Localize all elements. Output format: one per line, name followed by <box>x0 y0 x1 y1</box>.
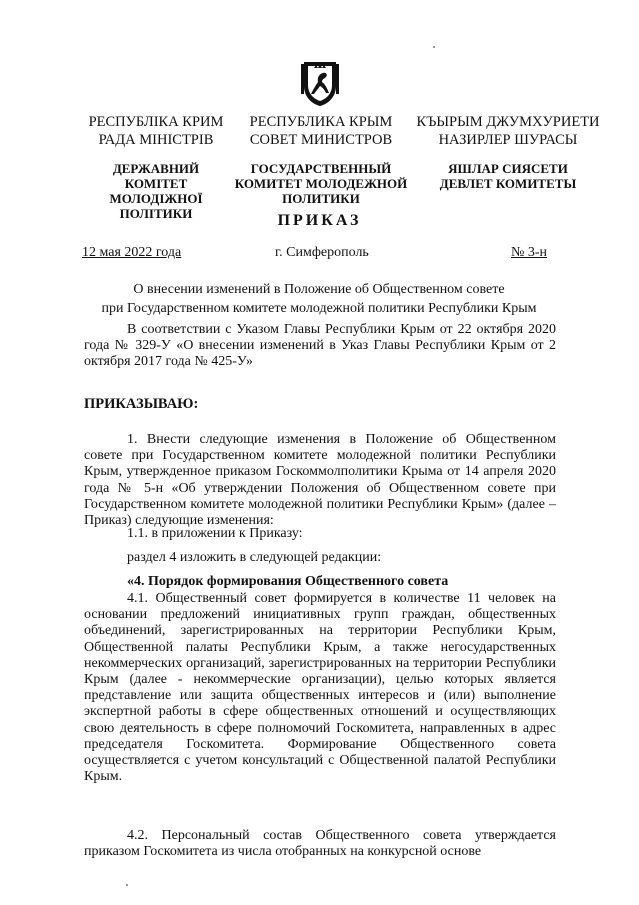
paragraph-4-1: 4.1. Общественный совет формируется в количестве 11 человек на основании предложений инициативных групп граждан, общественных объединений, зарегистрированных на территории Республики Крым, Общественной палаты Республики Крым, а также негосударственных некоммерческих организаций, зарегистрированных на территории Республики Крым (далее - некоммерческие организации), целью которых является представление или защита общественных интересов и (или) выполнение экспертной работы в сфере общественных отношений и осуществляющих свою деятельность в сфере полномочий Госкомитета, направленных в адрес председателя Госкомитета. Формирование Общественного совета осуществляется с учетом консультаций с Общественной палатой Республики Крым. <box>84 591 556 785</box>
document-title: ПРИКАЗ <box>277 212 362 229</box>
scan-speck <box>433 46 435 48</box>
ukrainian-committee-name: ДЕРЖАВНИЙ КОМІТЕТ МОЛОДІЖНОЇ ПОЛІТИКИ <box>109 161 203 221</box>
header-crimean-tatar <box>412 113 604 191</box>
ukrainian-republic-line: РЕСПУБЛІКА КРИМ <box>88 114 224 130</box>
russian-republic-line: РЕСПУБЛИКА КРЫМ <box>249 114 393 130</box>
document-subject: О внесении изменений в Положение об Общественном совете при Государственном комитете молодежной политики Республики Крым <box>101 282 537 316</box>
item-1-paragraph: 1. Внести следующие изменения в Положение об Общественном совете при Государственном комитете молодежной политики Республики Крым, утвержденное приказом Госкоммолполитики Крыма от 14 апреля 2020 года № 5-н «Об утверждении Положения об Общественном совете при Государственном комитете молодежной политики Республики Крым» (далее – Приказ) следующие изменения: <box>84 432 556 529</box>
document-number: № 3-н <box>511 245 548 260</box>
russian-committee-name: ГОСУДАРСТВЕННЫЙ КОМИТЕТ МОЛОДЕЖНОЙ ПОЛИТИКИ <box>234 161 408 206</box>
order-word: ПРИКАЗЫВАЮ: <box>84 396 199 412</box>
crimean-tatar-republic-line: КЪЫРЫМ ДЖУМХУРИЕТИ <box>416 114 600 130</box>
header-ukrainian <box>80 113 232 221</box>
document-city: г. Симферополь <box>275 245 369 260</box>
header-russian <box>233 113 409 206</box>
crimean-tatar-committee-name: ЯШЛАР СИЯСЕТИ ДЕВЛЕТ КОМИТЕТЫ <box>439 161 577 191</box>
paragraph-4-2: 4.2. Персональный состав Общественного совета утверждается приказом Госкомитета из числа отобранных на конкурсной основе <box>84 828 556 860</box>
ukrainian-council-line: РАДА МІНІСТРІВ <box>98 132 214 148</box>
scan-speck <box>126 884 128 886</box>
section-title: «4. Порядок формирования Общественного совета <box>127 574 449 589</box>
document-date: 12 мая 2022 года <box>82 245 182 260</box>
crimean-tatar-council-line: НАЗИРЛЕР ШУРАСЫ <box>438 132 578 148</box>
section-4-line: раздел 4 изложить в следующей редакции: <box>127 550 382 565</box>
coat-of-arms-emblem <box>300 58 340 108</box>
russian-council-line: СОВЕТ МИНИСТРОВ <box>249 132 393 148</box>
item-1-1-line: 1.1. в приложении к Приказу: <box>127 526 303 541</box>
preamble-paragraph: В соответствии с Указом Главы Республики Крым от 22 октября 2020 года № 329-У «О внесении изменений в Указ Главы Республики Крым от 2 октября 2017 года № 425-У» <box>84 322 556 370</box>
